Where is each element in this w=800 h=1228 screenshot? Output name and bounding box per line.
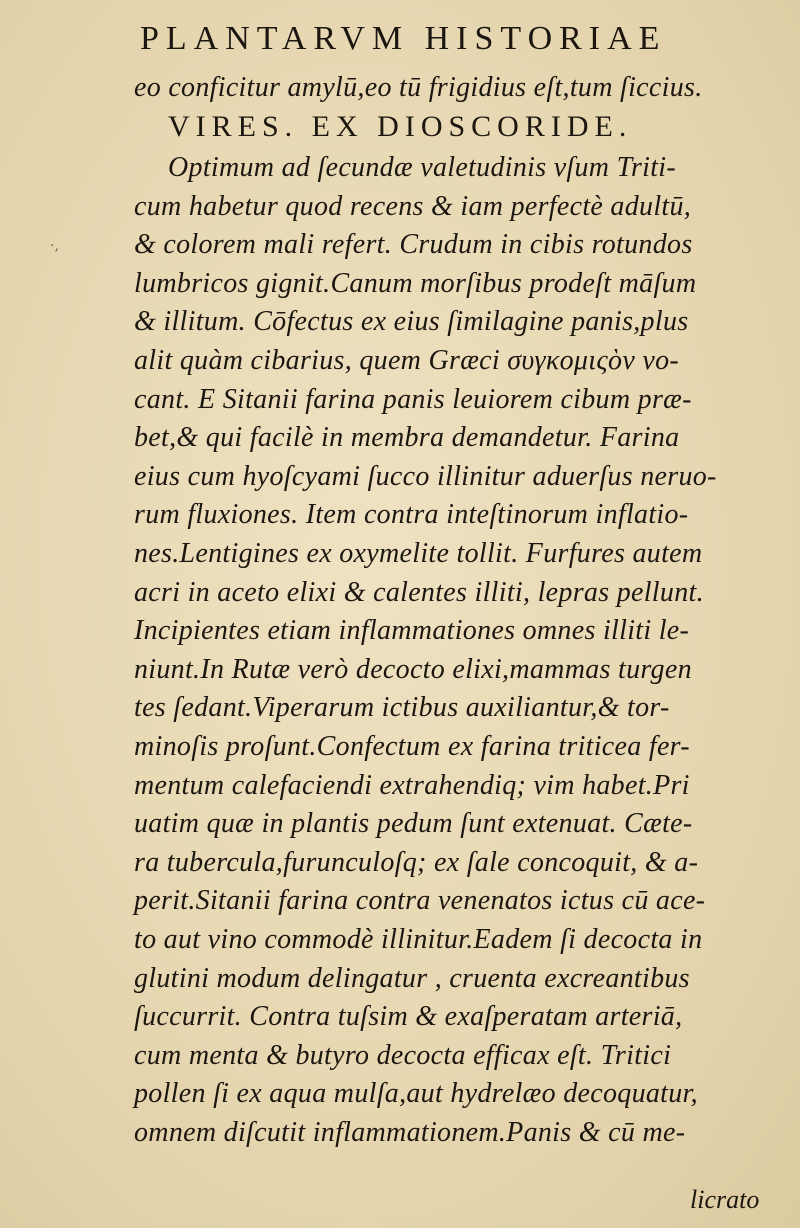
text-line: perit.Sitanii farina contra venenatos ictus cū ace- [134,885,706,917]
text-line: bet,& qui facilè in membra demandetur. Farina [134,422,680,454]
text-line: tes ſedant.Viperarum ictibus auxiliantur,& tor- [134,692,670,724]
text-line: cum habetur quod recens & iam perfectè adultū, [134,190,692,222]
text-line: pollen ſi ex aqua mulſa,aut hydrelæo decoquatur, [134,1078,698,1110]
text-line: eius cum hyoſcyami ſucco illinitur aduerſus neruo- [134,460,717,492]
text-line: niunt.In Rutæ verò decocto elixi,mammas turgen [134,653,692,685]
running-head: PLANTARVM HISTORIAE [140,20,667,57]
text-line: cum menta & butyro decocta efficax eſt. Tritici [134,1039,672,1071]
text-line: & illitum. Cōfectus ex eius ſimilagine panis,plus [134,306,689,338]
margin-mark: ·, [50,238,59,254]
text-line: eo conficitur amylū,eo tū frigidius eſt,tum ſiccius. [134,72,703,103]
text-line: glutini modum delingatur , cruenta excreantibus [134,962,690,994]
text-line: alit quàm cibarius, quem Græci συγκομιςὸν vo- [134,345,679,376]
text-line: lumbricos gignit.Canum morſibus prodeſt māſum [134,267,697,299]
text-line: minoſis proſunt.Confectum ex farina triticea fer- [134,731,690,762]
text-line: Incipientes etiam inflammationes omnes illiti le- [134,615,690,647]
text-line: acri in aceto elixi & calentes illiti, lepras pellunt. [134,576,704,608]
text-line: & colorem mali refert. Crudum in cibis rotundos [134,229,693,261]
text-line: ra tubercula,furunculoſq; ex ſale concoquit, & a- [134,846,699,878]
text-line: nes.Lentigines ex oxymelite tollit. Furfures autem [134,538,703,569]
text-line: uatim quæ in plantis pedum ſunt extenuat. Cæte- [134,808,693,840]
section-heading: VIRES. EX DIOSCORIDE. [168,110,633,143]
text-line: omnem diſcutit inflammationem.Panis & cū me- [134,1117,686,1148]
text-line: mentum calefaciendi extrahendiq; vim habet.Pri [134,769,690,801]
text-line: Optimum ad ſecundæ valetudinis vſum Triti- [168,152,677,183]
text-line: to aut vino commodè illinitur.Eadem ſi decocta in [134,924,703,955]
text-line: rum fluxiones. Item contra inteſtinorum inflatio- [134,499,689,531]
text-line: ſuccurrit. Contra tuſsim & exaſperatam arteriā, [134,1001,683,1033]
text-line: cant. E Sitanii farina panis leuiorem cibum præ- [134,383,692,415]
catchword: licrato [690,1185,760,1214]
